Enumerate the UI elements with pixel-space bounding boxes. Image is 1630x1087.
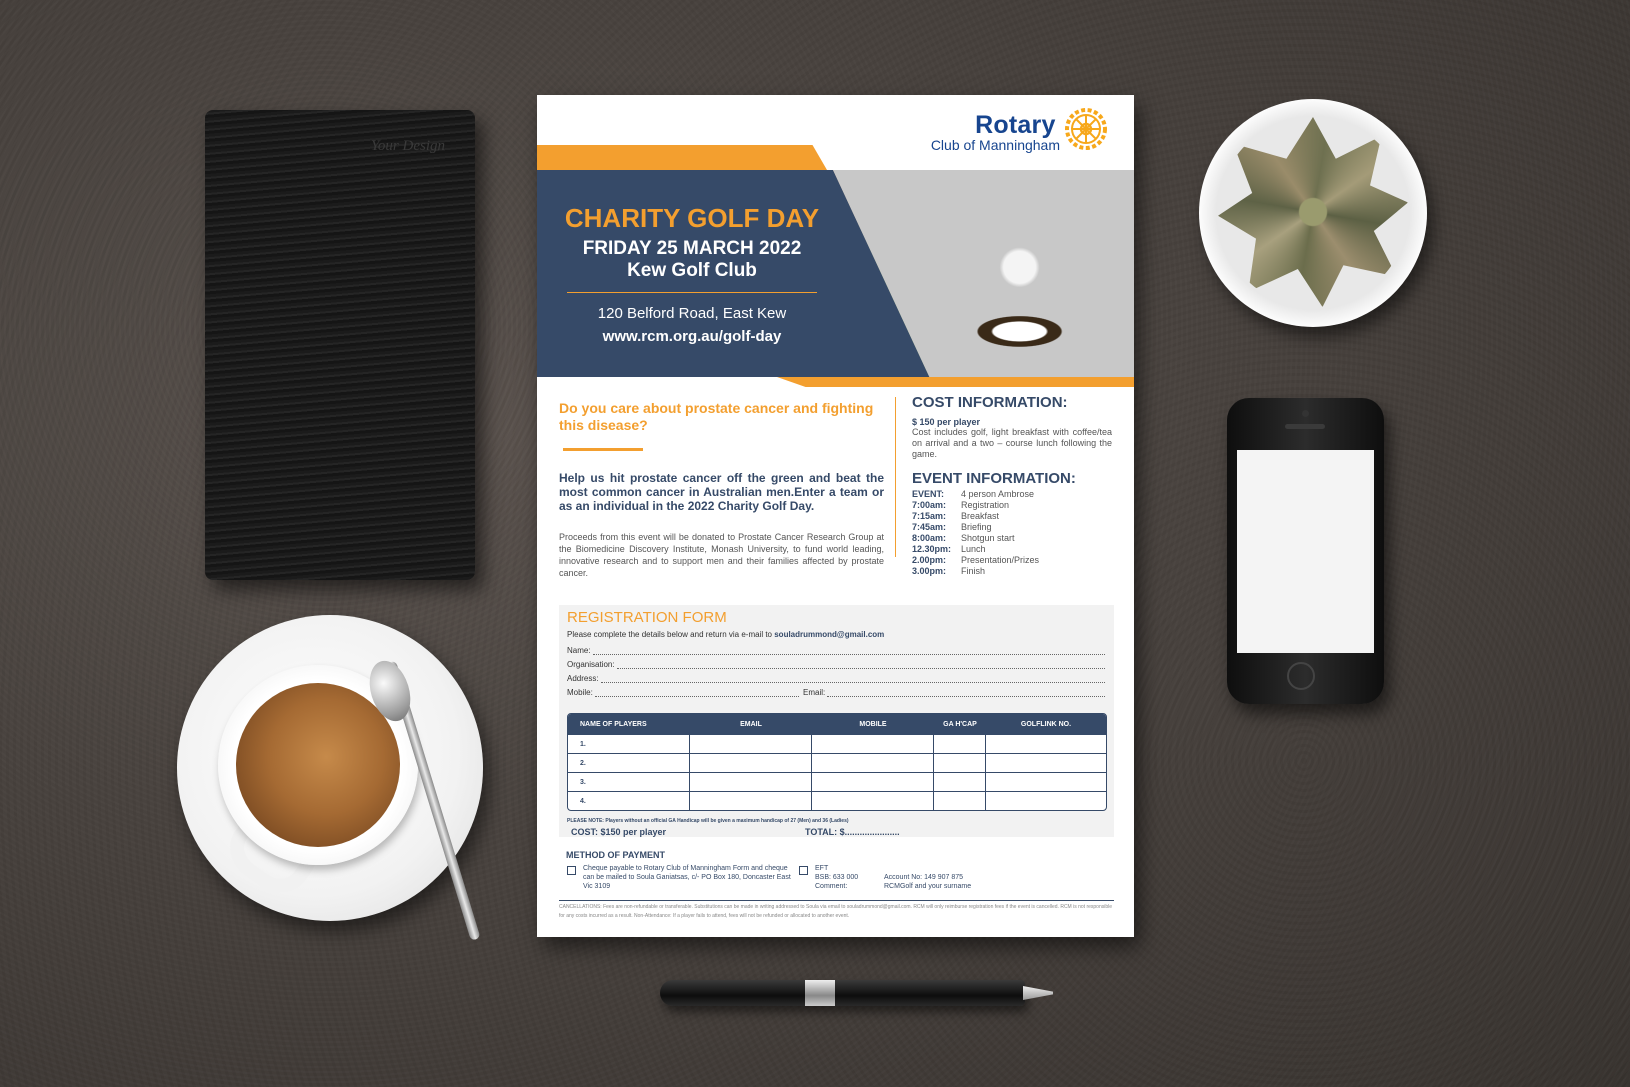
row-number: 2. bbox=[568, 754, 690, 772]
cheque-text: Cheque payable to Rotary Club of Manningham Form and cheque can be mailed to Soula Ganiatsas, c/- PO Box 180, Doncaster East Vic 3109 bbox=[583, 865, 791, 890]
header-mobile: MOBILE bbox=[859, 720, 887, 728]
registration-email[interactable]: souladrummond@gmail.com bbox=[774, 630, 885, 639]
cheque-checkbox[interactable] bbox=[567, 866, 576, 875]
smartphone bbox=[1227, 398, 1384, 704]
schedule-label: Briefing bbox=[961, 522, 992, 532]
schedule-time: 7:45am: bbox=[912, 522, 947, 532]
eft-account-details bbox=[884, 873, 971, 891]
schedule-label: Registration bbox=[961, 500, 1010, 510]
email-field[interactable] bbox=[803, 688, 1105, 697]
schedule-row bbox=[912, 511, 1112, 522]
players-table bbox=[567, 713, 1107, 811]
registration-form bbox=[559, 605, 1114, 837]
row-number: 3. bbox=[568, 773, 690, 791]
eft-comment-value: RCMGolf and your surname bbox=[884, 883, 972, 890]
schedule-time: 3.00pm: bbox=[912, 566, 947, 576]
eft-label: EFT bbox=[815, 865, 829, 872]
registration-total[interactable]: TOTAL: $...................... bbox=[805, 827, 900, 837]
header-golflink: GOLFLINK NO. bbox=[1020, 720, 1072, 728]
schedule-time: 7:00am: bbox=[912, 500, 947, 510]
address-label: Address: bbox=[567, 674, 599, 683]
cost-price: $ 150 per player bbox=[912, 417, 981, 427]
schedule-time: 12.30pm: bbox=[912, 544, 952, 554]
table-row[interactable] bbox=[568, 734, 1106, 753]
phone-speaker bbox=[1285, 424, 1325, 429]
schedule-row bbox=[912, 522, 1112, 533]
orange-accent-strip-bottom bbox=[777, 377, 1134, 387]
column-divider bbox=[895, 397, 896, 557]
cancellation-policy: CANCELLATIONS: Fees are non-refundable or transferable. Substitutions can be made in writing addressed to Soula via email to souladrummond@gmail.com. RCM will only reimburse registration fees if the event is cancelled. RCM is not responsible for any costs incurred as a result. Non-Attendance: If a player fails to attend, fees will not be refunded or allocated to another event. bbox=[559, 904, 1113, 919]
header-name: NAME OF PLAYERS bbox=[580, 720, 647, 728]
event-date: FRIDAY 25 MARCH 2022 bbox=[582, 238, 802, 259]
schedule-row bbox=[912, 544, 1112, 555]
schedule-time: 2.00pm: bbox=[912, 555, 947, 565]
name-label: Name: bbox=[567, 646, 591, 655]
event-url[interactable]: www.rcm.org.au/golf-day bbox=[602, 328, 782, 345]
phone-screen bbox=[1237, 450, 1374, 653]
flyer bbox=[537, 95, 1134, 937]
intro-lead: Help us hit prostate cancer off the green and beat the most common cancer in Australian men.Enter a team or as an individual in the 2022 Charity Golf Day. bbox=[559, 471, 884, 513]
registration-cost: COST: $150 per player bbox=[571, 827, 667, 837]
name-field[interactable] bbox=[567, 646, 1105, 655]
eft-bsb: BSB: 633 000 bbox=[815, 874, 859, 881]
schedule-label: Breakfast bbox=[961, 511, 1000, 521]
row-number: 1. bbox=[568, 735, 690, 753]
schedule-time: 7:15am: bbox=[912, 511, 947, 521]
mobile-label: Mobile: bbox=[567, 688, 593, 697]
rotary-wheel-icon bbox=[1064, 107, 1108, 151]
header-handicap: GA H'CAP bbox=[943, 720, 977, 728]
schedule-row bbox=[912, 533, 1112, 544]
schedule-time: 8:00am: bbox=[912, 533, 947, 543]
schedule-time: EVENT: bbox=[912, 489, 945, 499]
intro-divider bbox=[563, 448, 643, 451]
eft-checkbox[interactable] bbox=[799, 866, 808, 875]
instructions-text: Please complete the details below and return via e-mail to bbox=[567, 630, 772, 639]
registration-title: REGISTRATION FORM bbox=[567, 609, 727, 626]
pen bbox=[660, 980, 1025, 1006]
organisation-field[interactable] bbox=[567, 660, 1105, 669]
schedule-label: 4 person Ambrose bbox=[961, 489, 1035, 499]
schedule-label: Finish bbox=[961, 566, 986, 576]
schedule-row bbox=[912, 500, 1112, 511]
phone-camera bbox=[1302, 410, 1309, 417]
organisation-label: Organisation: bbox=[567, 660, 615, 669]
intro-section bbox=[559, 400, 884, 579]
intro-question: Do you care about prostate cancer and fighting this disease? bbox=[559, 400, 874, 433]
notebook-emboss: Your Design bbox=[370, 138, 445, 154]
hero-text bbox=[537, 203, 847, 345]
cost-description: Cost includes golf, light breakfast with coffee/tea on arrival and a two – course lunch following the game. bbox=[912, 427, 1112, 459]
event-title: CHARITY GOLF DAY bbox=[564, 203, 820, 233]
schedule-label: Presentation/Prizes bbox=[961, 555, 1040, 565]
schedule-row bbox=[912, 489, 1112, 500]
logo-word: Rotary bbox=[975, 111, 1056, 140]
hero-divider bbox=[567, 292, 817, 293]
schedule-label: Lunch bbox=[961, 544, 986, 554]
event-venue: Kew Golf Club bbox=[627, 260, 757, 281]
event-heading: EVENT INFORMATION: bbox=[912, 470, 1076, 487]
schedule-row bbox=[912, 555, 1112, 566]
row-number: 4. bbox=[568, 792, 690, 810]
players-table-header bbox=[568, 714, 1106, 734]
table-row[interactable] bbox=[568, 791, 1106, 810]
cost-heading: COST INFORMATION: bbox=[912, 394, 1068, 411]
orange-accent-strip bbox=[537, 145, 827, 170]
logo-subtitle: Club of Manningham bbox=[930, 137, 1060, 153]
event-schedule bbox=[912, 489, 1112, 577]
pen-band bbox=[805, 980, 835, 1006]
header-email: EMAIL bbox=[740, 720, 762, 728]
table-row[interactable] bbox=[568, 753, 1106, 772]
eft-account: Account No: 149 907 875 bbox=[884, 874, 964, 881]
coffee bbox=[236, 683, 400, 847]
intro-proceeds: Proceeds from this event will be donated to Prostate Cancer Research Group at the Biomedicine Discovery Institute, Monash University, to fund world leading, innovative research and to support men and their families affected by prostate cancer. bbox=[559, 532, 884, 578]
event-address: 120 Belford Road, East Kew bbox=[597, 305, 787, 322]
payment-title: METHOD OF PAYMENT bbox=[566, 850, 666, 860]
table-row[interactable] bbox=[568, 772, 1106, 791]
notebook bbox=[205, 110, 475, 580]
footer-divider bbox=[559, 900, 1114, 901]
rotary-logo bbox=[931, 107, 1108, 153]
address-field[interactable] bbox=[567, 674, 1105, 683]
mobile-field[interactable] bbox=[567, 688, 799, 697]
info-section bbox=[912, 394, 1112, 577]
registration-instructions bbox=[567, 630, 884, 639]
email-label: Email: bbox=[803, 688, 826, 697]
eft-details bbox=[815, 864, 858, 891]
phone-home-button bbox=[1287, 662, 1315, 690]
schedule-row bbox=[912, 566, 1112, 577]
handicap-note: PLEASE NOTE: Players without an official GA Handicap will be given a maximum handicap of 27 (Men) and 36 (Ladies) bbox=[567, 818, 849, 824]
eft-comment: Comment: bbox=[815, 883, 848, 890]
schedule-label: Shotgun start bbox=[961, 533, 1015, 543]
